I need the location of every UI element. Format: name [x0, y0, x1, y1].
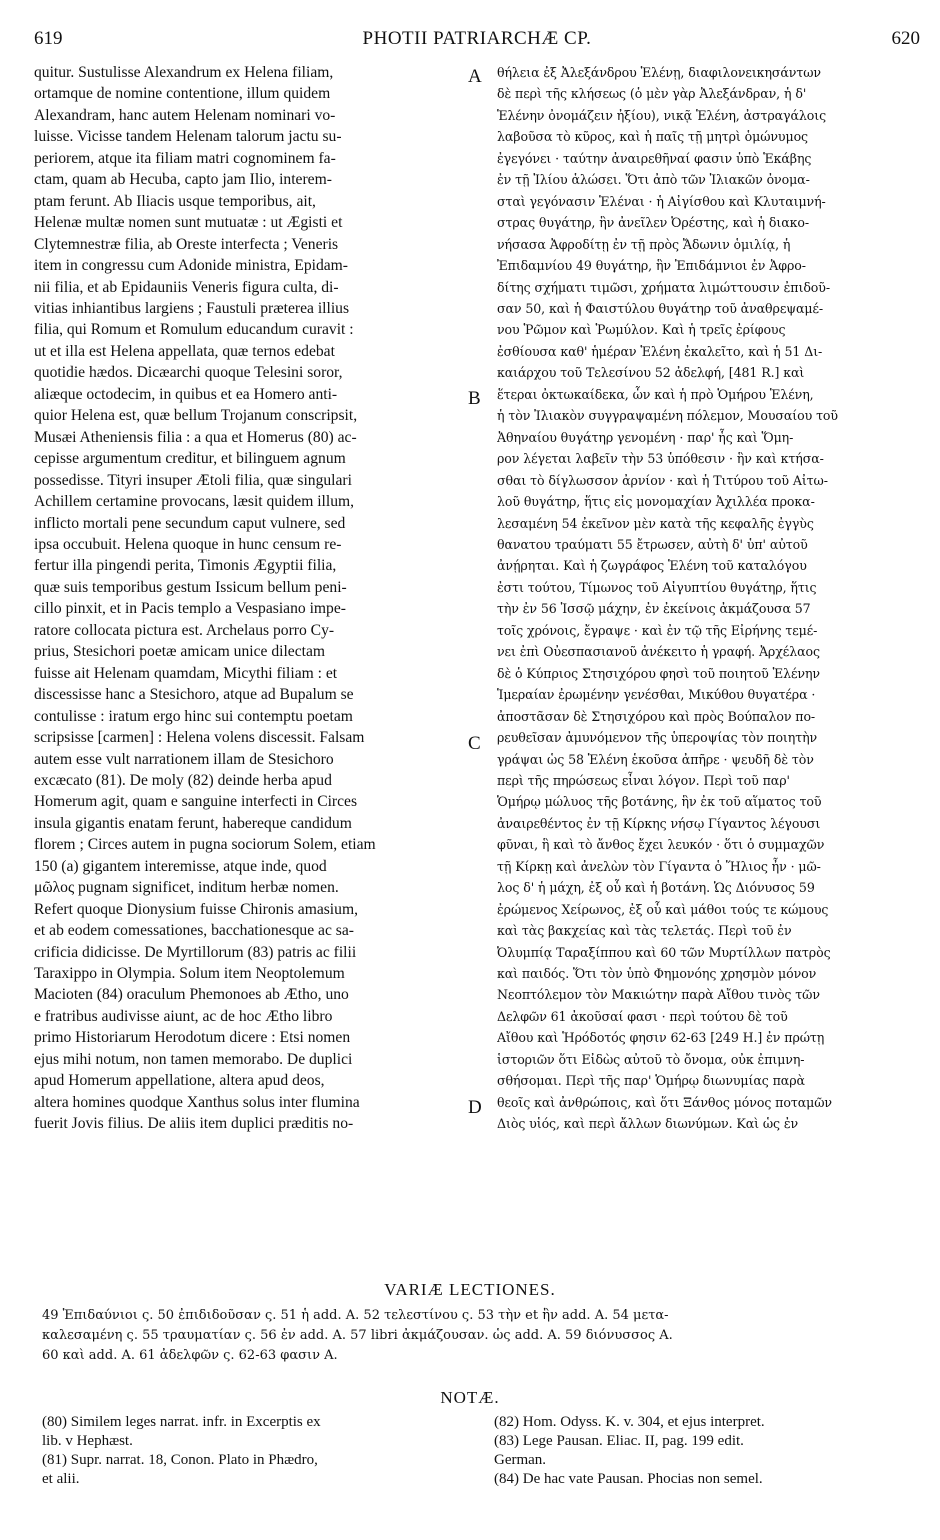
latin-text-line: ut et illa est Helena appellata, quæ ternos edebat [34, 342, 335, 360]
page-number-right: 620 [891, 28, 920, 49]
greek-text-line: Ἱμεραίαν ἐρωμένην γενέσθαι, Μικύθου θυγατέρα · [497, 687, 816, 703]
greek-text-line: Ἑλένην ὀνομάζειν ἠξίου), νικᾷ Ἑλένη, ἀστραγάλοις [497, 107, 827, 123]
note-line: lib. v Hephæst. [42, 1433, 133, 1449]
latin-text-line: quæ suis temporibus gestum Issicum bellum peni- [34, 578, 347, 596]
variae-lectiones-title: VARIÆ LECTIONES. [384, 1280, 556, 1299]
greek-text-line: νει ἐπὶ Οὐεσπασιανοῦ ἀνέκειτο ἡ γραφή. Ἀρχέλαος [497, 644, 820, 660]
latin-text-line: item in congressu cum Adonide ministra, Epidam- [34, 257, 348, 275]
latin-text-line: quior Helena est, quæ bellum Trojanum conscripsit, [34, 407, 358, 425]
latin-text-line: quitur. Sustulisse Alexandrum ex Helena filiam, [34, 64, 334, 81]
greek-text-line: δὲ ὁ Κύπριος Στησιχόρου φησὶ τοῦ ποιητοῦ Ἑλένην [497, 665, 820, 681]
greek-text-line: νου Ῥῶμον καὶ Ῥωμύλον. Καὶ ἡ τρεῖς ἐρίφους [497, 322, 786, 338]
page-number-left: 619 [34, 28, 63, 49]
latin-text-line: Taraxippo in Olympia. Solum item Neoptolemum [34, 965, 345, 983]
greek-text-line: θήλεια ἐξ Ἀλεξάνδρου Ἑλένῃ, διαφιλονεικησάντων [497, 65, 821, 80]
greek-text-line: σθήσομαι. Περὶ τῆς παρ' Ὁμήρῳ διωνυμίας παρὰ [497, 1073, 805, 1089]
greek-text-line: τῇ Κίρκῃ καὶ ἀνελὼν τὸν Γίγαντα ὁ Ἥλιος ἦν · μῶ- [497, 858, 821, 874]
notes-left-column [42, 1413, 462, 1489]
latin-text-line: Macioten (84) oraculum Phemonoes ab Ætho, uno [34, 986, 349, 1004]
greek-text-line: Νεοπτόλεμον τὸν Μακιώτην παρὰ Αἴθου τινὸς τῶν [497, 987, 820, 1003]
greek-text-line: Διὸς υἱός, καὶ περὶ ἄλλων διωνύμων. Καὶ ὡς ἐν [497, 1116, 799, 1132]
latin-text-line: quotidie hædos. Dicæarchi quoque Telesini soror, [34, 364, 343, 382]
latin-text-line: primo Historiarum Herodotum dicere : Etsi nomen [34, 1029, 351, 1047]
greek-text-line: τοῖς χρόνοις, ἔγραψε · καὶ ἐν τῷ τῆς Εἰρήνης τεμέ- [497, 622, 818, 638]
greek-text-line: στρας θυγάτηρ, ἣν ἀνεῖλεν Ὀρέστης, καὶ ἡ διακο- [497, 215, 810, 231]
greek-text-line: φῦναι, ἣ καὶ τὸ ἄνθος ἔχει λευκόν · ὅτι ὁ συμμαχῶν [497, 837, 825, 853]
greek-column [497, 62, 920, 1135]
greek-text-line: ἐρώμενος Χείρωνος, ἐξ οὗ καὶ μάθοι τούς τε κώμους [497, 901, 829, 917]
greek-text-line: ἐγεγόνει · ταύτην ἀναιρεθῆναί φασιν ὑπὸ Ἑκάβης [497, 150, 812, 166]
greek-text-line: γράψαι ὡς 58 Ἑλένη ἑκοῦσα ἀπῆρε · ψευδῆ δὲ τὸν [497, 751, 814, 767]
greek-text-line: Ἐπιδαμνίου 49 θυγάτηρ, ἣν Ἐπιδάμνιοι ἐν Ἀφρο- [497, 258, 806, 274]
greek-text-line: ἐσθίουσα καθ' ἡμέραν Ἑλένη ἐκαλεῖτο, καὶ ἡ 51 Δι- [497, 343, 823, 359]
latin-text-line: ratore collocata pictura est. Archelaus porro Cy- [34, 621, 335, 639]
greek-text-line: Ὀλυμπίᾳ Ταραξίππου καὶ 60 τῶν Μυρτίλλων πατρὸς [497, 944, 831, 960]
note-line: (83) Lege Pausan. Eliac. II, pag. 199 edit. [494, 1433, 744, 1449]
latin-text-line: Alexandram, hanc autem Helenam nominari vo- [34, 106, 336, 124]
note-line: German. [494, 1452, 547, 1468]
greek-text-line: περὶ τῆς πηρώσεως εἶναι λόγον. Περὶ τοῦ παρ' [497, 772, 790, 788]
note-line: et alii. [42, 1471, 80, 1487]
greek-text-line: καὶ τὰς βακχείας καὶ τὰς τελετάς. Περὶ τοῦ ἐν [497, 923, 792, 939]
page-header [34, 28, 920, 54]
latin-text-line: Achillem certamine provocans, læsit quidem illum, [34, 493, 355, 511]
latin-text-line: cepisse argumentum creditur, et bilinguem agnum [34, 450, 346, 468]
latin-text-line: fertur illa pingendi perita, Timonis Ægyptii filia, [34, 557, 337, 575]
greek-text-line: Ὁμήρῳ μώλυος τῆς βοτάνης, ἣν ἐκ τοῦ αἵματος τοῦ [497, 794, 822, 810]
latin-text-line: Clytemnestræ filia, ab Oreste interfecta ; Veneris [34, 235, 339, 253]
latin-text-line: vitias inhiantibus largiens ; Faustuli præterea illius [34, 299, 350, 317]
latin-text-line: et ab eodem comessationes, bacchationesque ac sa- [34, 922, 354, 940]
latin-text-line: florem ; Circes autem in pugna sociorum Solem, etiam [34, 836, 376, 854]
variant-reading-line: 60 καὶ add. A. 61 ἀδελφῶν ς. 62-63 φασιν A. [42, 1348, 338, 1363]
greek-text-line: τὴν ἐν 56 Ἰσσῷ μάχην, ἐν ἐκείνοις ἀκμάζουσα 57 [497, 601, 811, 617]
greek-text-line: λαβοῦσα τὸ κῦρος, καὶ ἡ παῖς τῇ μητρὶ ὁμώνυμος [497, 129, 809, 145]
latin-text-line: Helenæ multæ nomen sunt mutuatæ : ut Ægisti et [34, 214, 343, 232]
greek-text-line: σθαι τὸ δίγλωσσον ἀρνίον · καὶ ἡ Τιτύρου τοῦ Αἰτω- [497, 472, 828, 488]
variant-reading-line: καλεσαμένη ς. 55 τραυματίαν ς. 56 ἐν add. A. 57 libri ἀκμάζουσαν. ὡς add. A. 59 διόνυσσος A. [42, 1328, 673, 1343]
notes-right-column [494, 1413, 924, 1489]
latin-text-line: insula gigantis enatam ferunt, habereque candidum [34, 814, 352, 832]
running-title: PHOTII PATRIARCHÆ CP. [362, 28, 592, 49]
greek-text-line: ἐστι τούτου, Τίμωνος τοῦ Αἰγυπτίου θυγάτηρ, ἥτις [497, 579, 817, 595]
greek-text-line: νήσασα Ἀφροδίτῃ ἐν τῇ πρὸς Ἄδωνιν ὁμιλίᾳ, ἡ [497, 236, 791, 252]
greek-text-line: Αἴθου καὶ Ἡρόδοτός φησιν 62-63 [249 H.] ἐν πρώτῃ [497, 1030, 825, 1046]
greek-text-line: λεσαμένη 54 ἐκεῖνον μὲν κατὰ τῆς κεφαλῆς ἐγγὺς [497, 515, 814, 531]
greek-text-line: ἱστοριῶν ὅτι Εἰδὼς αὐτοῦ τὸ ὄνομα, οὐκ ἐπιμνη- [497, 1051, 805, 1067]
section-marker-d: D [468, 1097, 482, 1118]
greek-text-line: ἀποστᾶσαν δὲ Στησιχόρου καὶ πρὸς Βούπαλον πο- [497, 708, 816, 724]
greek-text-line: δίτης σχήματι τιμῶσι, χρήματα λιμώττουσιν ἐπιδοῦ- [497, 279, 830, 295]
latin-text-line: excæcato (81). De moly (82) deinde herba apud [34, 771, 332, 789]
greek-text-line: σταὶ γεγόνασιν Ἑλέναι · ἡ Αἰγίσθου καὶ Κλυταιμνή- [497, 193, 826, 209]
latin-text-line: prius, Stesichori poetæ amicam unice dilectam [34, 643, 326, 661]
latin-text-line: ctam, quam ab Hecuba, capto jam Ilio, interem- [34, 171, 332, 189]
latin-text-line: altera homines quodque Xanthus solus inter flumina [34, 1093, 360, 1111]
latin-text-line: luisse. Vicisse tandem Helenam talorum jactu su- [34, 128, 342, 146]
latin-text-line: aliæque octodecim, in quibus et ea Homero anti- [34, 385, 338, 403]
greek-text-line: ἡ τὸν Ἰλιακὸν συγγραψαμένη πόλεμον, Μουσαίου τοῦ [497, 408, 838, 424]
latin-text-line: Refert quoque Dionysium fuisse Chironis amasium, [34, 900, 358, 918]
latin-text-line: ptam ferunt. Ab Iliacis usque temporibus, ait, [34, 192, 316, 210]
section-marker-c: C [468, 733, 481, 754]
latin-text-line: scripsisse [carmen] : Helena volens discessit. Falsam [34, 729, 365, 747]
latin-text-line: autem esse vult narrationem illam de Stesichoro [34, 750, 334, 768]
greek-text-line: θεοῖς καὶ ἀνθρώποις, καὶ ὅτι Ξάνθος μόνος ποταμῶν [497, 1094, 832, 1110]
latin-text-line: apud Homerum appellatione, altera apud deos, [34, 1072, 325, 1090]
greek-text-line: λος δ' ἡ μάχη, ἐξ οὗ καὶ ἡ βοτάνη. Ὡς Διόνυσος 59 [497, 880, 815, 896]
latin-column [34, 62, 464, 1135]
latin-text-line: nii filia, et ab Epidauniis Veneris figura culta, di- [34, 278, 339, 296]
greek-text-line: καὶ παιδός. Ὅτι τὸν ὑπὸ Φημονόης χρησμὸν μόνον [497, 966, 817, 982]
greek-text-line: Δελφῶν 61 ἀκοῦσαί φασι · περὶ τούτου δὲ τοῦ [497, 1008, 788, 1024]
latin-text-line: contulisse : iratum ergo hinc sui contemptu poetam [34, 707, 353, 725]
latin-text-line: cillo pinxit, et in Pacis templo a Vespasiano impe- [34, 600, 346, 618]
greek-text-line: θανατου τραύματι 55 ἔτρωσεν, αὐτὴ δ' ὑπ' αὐτοῦ [497, 536, 808, 552]
latin-text-line: Homerum agit, quam e sanguine interfecti in Circes [34, 793, 358, 811]
latin-text-line: fuerit Jovis filius. De aliis item duplici præditis no- [34, 1115, 354, 1133]
section-marker-a: A [468, 66, 482, 87]
latin-text-line: e fratribus audivisse aiunt, ac de hoc Ætho libro [34, 1007, 333, 1025]
greek-text-line: ἐν τῇ Ἰλίου ἁλώσει. Ὅτι ἀπὸ τῶν Ἰλιακῶν ὀνομα- [497, 172, 810, 188]
latin-text-line: ortamque de nomine contentione, illum quidem [34, 85, 331, 103]
latin-text-line: possedisse. Tityri insuper Ætoli filia, quæ singulari [34, 471, 352, 489]
greek-text-line: ρον λέγεται λαβεῖν τὴν 53 ὑπόθεσιν · ἣν καὶ κτήσα- [497, 451, 824, 467]
greek-text-line: σαν 50, καὶ ἡ Φαιστύλου θυγάτηρ τοῦ ἀναθρεψαμέ- [497, 300, 824, 316]
latin-text-line: crificia didicisse. De Myrtillorum (83) patris ac filii [34, 943, 357, 961]
section-marker-b: B [468, 388, 481, 409]
greek-text-line: ἕτεραι ὀκτωκαίδεκα, ὧν καὶ ἡ πρὸ Ὁμήρου Ἑλένη, [497, 386, 814, 402]
latin-text-line: ipsa occubuit. Helena quoque in hunc censum re- [34, 535, 342, 553]
latin-text-line: discessisse hanc a Stesichoro, atque ad Bupalum se [34, 686, 354, 704]
greek-text-line: ἀναιρεθέντος ἐν τῇ Κίρκης νήσῳ Γίγαντος λέγουσι [497, 815, 821, 831]
note-line: (81) Supr. narrat. 18, Conon. Plato in Phædro, [42, 1452, 318, 1468]
greek-text-line: ρευθεῖσαν ἀμυνόμενον τῆς ὑπεροψίας τὸν ποιητὴν [497, 730, 818, 746]
greek-text-line: δὲ περὶ τῆς κλήσεως (ὁ μὲν γὰρ Ἀλεξάνδραν, ἡ δ' [497, 86, 807, 102]
notae-title: NOTÆ. [440, 1388, 500, 1407]
latin-text-line: Musæi Atheniensis filia : a qua et Homerus (80) ac- [34, 428, 357, 446]
note-line: (82) Hom. Odyss. K. v. 304, et ejus interpret. [494, 1414, 765, 1430]
latin-text-line: periorem, atque ita filiam matri cognominem fa- [34, 149, 336, 167]
greek-text-line: Ἀθηναίου θυγάτηρ γενομένη · παρ' ἧς καὶ Ὅμη- [497, 429, 794, 445]
variae-lectiones [42, 1306, 922, 1366]
note-line: (84) De hac vate Pausan. Phocias non semel. [494, 1471, 763, 1487]
variant-reading-line: 49 Ἐπιδαύνιοι ς. 50 ἐπιδιδοῦσαν ς. 51 ἡ add. A. 52 τελεστίνου ς. 53 τὴν et ἣν add. A. 54 μετα- [42, 1308, 669, 1323]
latin-text-line: μῶλος pugnam significet, inditum herbæ nomen. [34, 879, 339, 897]
latin-text-line: inflicto mortali pene secundum caput vulnere, sed [34, 514, 346, 532]
latin-text-line: ejus mihi notum, non tamen memorabo. De duplici [34, 1050, 353, 1068]
latin-text-line: 150 (a) gigantem interemisse, atque inde, quod [34, 857, 327, 875]
note-line: (80) Similem leges narrat. infr. in Excerptis ex [42, 1414, 321, 1430]
latin-text-line: fuisse ait Helenam quamdam, Micythi filiam : et [34, 664, 338, 682]
greek-text-line: ἀνῄρηται. Καὶ ἡ ζωγράφος Ἑλένη τοῦ καταλόγου [497, 558, 807, 574]
greek-text-line: καιάρχου τοῦ Τελεσίνου 52 ἀδελφή, [481 R.] καὶ [497, 365, 805, 381]
greek-text-line: λοῦ θυγάτηρ, ἥτις εἰς μονομαχίαν Ἀχιλλέα προκα- [497, 494, 815, 510]
latin-text-line: filia, qui Romum et Romulum educandum curavit : [34, 321, 354, 339]
